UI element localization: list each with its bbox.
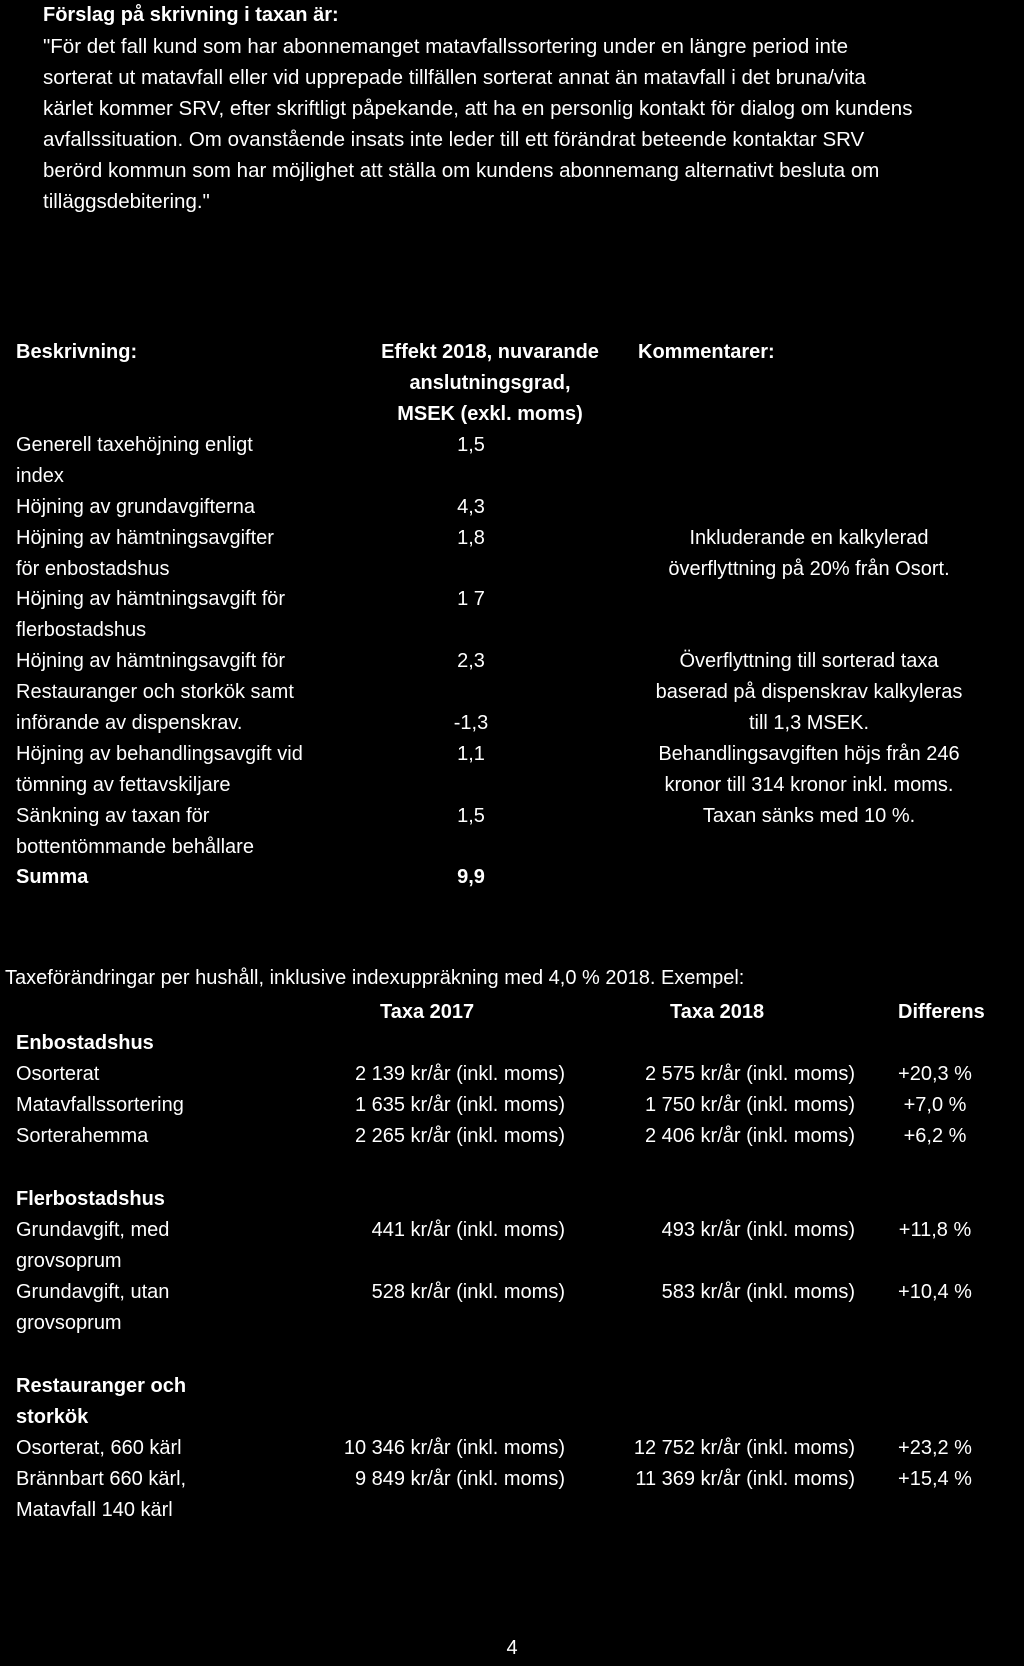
- effect-row-value: 2,3: [457, 650, 485, 672]
- effect-header-effect: Effekt 2018, nuvarande: [381, 341, 599, 363]
- household-row-diff: +10,4 %: [898, 1281, 972, 1303]
- proposal-line: sorterat ut matavfall eller vid upprepade tillfällen sorterat annat än matavfall i det bruna/vita: [43, 66, 866, 89]
- effect-row-description: Generell taxehöjning enligt: [16, 434, 253, 456]
- household-row-label: Brännbart 660 kärl,: [16, 1468, 187, 1490]
- effect-row-comment: Taxan sänks med 10 %.: [702, 805, 916, 827]
- household-header-taxa2017: Taxa 2017: [380, 1001, 475, 1023]
- effect-row-description: för enbostadshus: [16, 558, 170, 580]
- household-group-title: Flerbostadshus: [16, 1188, 165, 1210]
- effect-row-description: Höjning av hämtningsavgift för: [16, 650, 286, 672]
- effect-row-value: 1,8: [457, 527, 485, 549]
- effect-row-comment: Överflyttning till sorterad taxa: [679, 650, 939, 672]
- household-row-diff: +23,2 %: [898, 1437, 972, 1459]
- effect-row-value: 1,5: [457, 805, 485, 827]
- household-group-title: storkök: [16, 1406, 89, 1428]
- household-header-taxa2018: Taxa 2018: [670, 1001, 765, 1023]
- proposal-line: avfallssituation. Om ovanstående insats inte leder till ett förändrat beteende kontaktar SRV: [43, 128, 865, 151]
- household-row-label: grovsoprum: [16, 1250, 122, 1272]
- proposal-line: tilläggsdebitering.": [43, 190, 210, 213]
- household-row-taxa2017: 1 635 kr/år (inkl. moms): [354, 1094, 565, 1116]
- household-row-taxa2017: 2 139 kr/år (inkl. moms): [354, 1063, 565, 1085]
- household-row-taxa2017: 10 346 kr/år (inkl. moms): [343, 1437, 565, 1459]
- household-row-label: grovsoprum: [16, 1312, 122, 1334]
- household-row-label: Grundavgift, utan: [16, 1281, 170, 1303]
- household-row-diff: +20,3 %: [898, 1063, 972, 1085]
- effect-header-effect: MSEK (exkl. moms): [397, 403, 583, 425]
- household-row-taxa2018: 493 kr/år (inkl. moms): [661, 1219, 855, 1241]
- household-row-label: Sorterahemma: [16, 1125, 149, 1147]
- effect-row-description: bottentömmande behållare: [16, 836, 254, 858]
- household-row-diff: +7,0 %: [903, 1094, 967, 1116]
- effect-row-value: -1,3: [453, 712, 489, 734]
- household-row-taxa2017: 9 849 kr/år (inkl. moms): [354, 1468, 565, 1490]
- household-row-taxa2018: 2 575 kr/år (inkl. moms): [644, 1063, 855, 1085]
- effect-row-description: Höjning av grundavgifterna: [16, 496, 256, 518]
- proposal-heading: Förslag på skrivning i taxan är:: [43, 4, 339, 26]
- household-row-diff: +11,8 %: [898, 1219, 972, 1241]
- household-group-title: Restauranger och: [16, 1375, 187, 1397]
- effect-row-comment: överflyttning på 20% från Osort.: [668, 558, 950, 580]
- household-row-taxa2017: 2 265 kr/år (inkl. moms): [354, 1125, 565, 1147]
- household-row-taxa2018: 583 kr/år (inkl. moms): [661, 1281, 855, 1303]
- effect-row-comment: kronor till 314 kronor inkl. moms.: [664, 774, 954, 796]
- household-row-label: Grundavgift, med: [16, 1219, 170, 1241]
- effect-row-description: index: [16, 465, 64, 487]
- household-row-taxa2018: 12 752 kr/år (inkl. moms): [633, 1437, 855, 1459]
- effect-header-comments: Kommentarer:: [638, 341, 775, 363]
- household-row-diff: +6,2 %: [903, 1125, 967, 1147]
- proposal-line: "För det fall kund som har abonnemanget matavfallssortering under en längre period inte: [43, 35, 848, 58]
- effect-row-description: Höjning av hämtningsavgift för: [16, 588, 286, 610]
- proposal-line: kärlet kommer SRV, efter skriftligt påpekande, att ha en personlig kontakt för dialog om kundens: [43, 97, 913, 120]
- household-row-taxa2017: 441 kr/år (inkl. moms): [371, 1219, 565, 1241]
- household-row-taxa2018: 11 369 kr/år (inkl. moms): [635, 1468, 855, 1490]
- household-row-label: Osorterat: [16, 1063, 100, 1085]
- effect-row-value: 1 7: [457, 588, 485, 610]
- household-row-label: Osorterat, 660 kärl: [16, 1437, 182, 1459]
- effect-row-description: tömning av fettavskiljare: [16, 774, 231, 796]
- household-row-label: Matavfallssortering: [16, 1094, 184, 1116]
- effect-row-comment: Behandlingsavgiften höjs från 246: [658, 743, 960, 765]
- effect-row-description: flerbostadshus: [16, 619, 147, 641]
- effect-row-value: 1,5: [457, 434, 485, 456]
- household-row-taxa2018: 2 406 kr/år (inkl. moms): [644, 1125, 855, 1147]
- effect-row-description: Höjning av hämtningsavgifter: [16, 527, 274, 549]
- effect-row-description: införande av dispenskrav.: [16, 712, 243, 734]
- effect-row-value: 1,1: [457, 743, 485, 765]
- household-row-taxa2018: 1 750 kr/år (inkl. moms): [644, 1094, 855, 1116]
- household-row-label: Matavfall 140 kärl: [16, 1499, 173, 1521]
- effect-sum-label: Summa: [16, 866, 89, 888]
- household-row-diff: +15,4 %: [898, 1468, 972, 1490]
- effect-row-description: Restauranger och storkök samt: [16, 681, 294, 703]
- household-row-taxa2017: 528 kr/år (inkl. moms): [371, 1281, 565, 1303]
- effect-row-comment: baserad på dispenskrav kalkyleras: [655, 681, 963, 703]
- effect-row-description: Höjning av behandlingsavgift vid: [16, 743, 303, 765]
- effect-row-description: Sänkning av taxan för: [16, 805, 210, 827]
- page-number: 4: [506, 1637, 518, 1659]
- effect-sum-value: 9,9: [457, 866, 485, 888]
- proposal-line: berörd kommun som har möjlighet att ställa om kundens abonnemang alternativt besluta om: [43, 159, 880, 182]
- effect-row-comment: Inkluderande en kalkylerad: [689, 527, 929, 549]
- household-group-title: Enbostadshus: [16, 1032, 154, 1054]
- effect-header-effect: anslutningsgrad,: [409, 372, 571, 394]
- household-intro: Taxeförändringar per hushåll, inklusive indexuppräkning med 4,0 % 2018. Exempel:: [5, 967, 745, 989]
- effect-row-value: 4,3: [457, 496, 485, 518]
- household-header-diff: Differens: [898, 1001, 985, 1023]
- effect-row-comment: till 1,3 MSEK.: [748, 712, 870, 734]
- effect-header-description: Beskrivning:: [16, 341, 138, 363]
